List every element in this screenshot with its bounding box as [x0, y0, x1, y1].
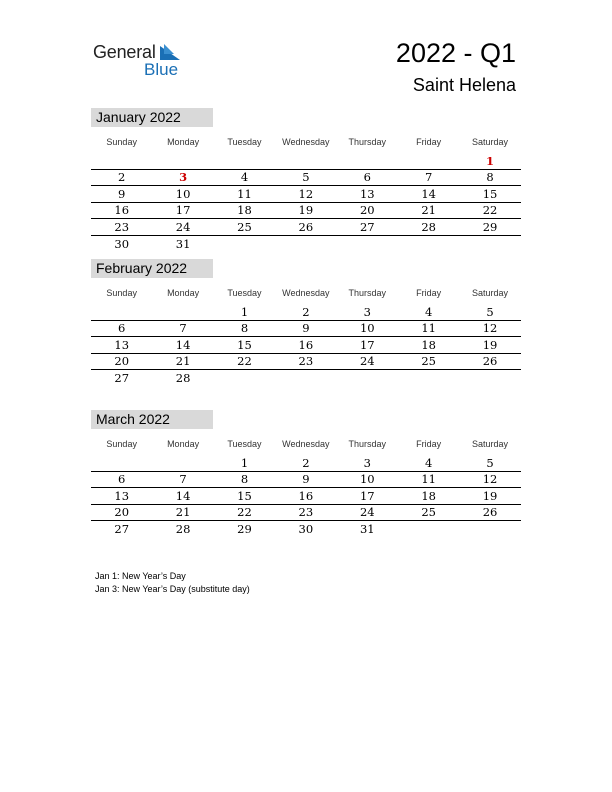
day-cell: 16	[298, 337, 314, 352]
day-cell: 22	[237, 354, 252, 369]
day-cell: 16	[114, 203, 130, 218]
day-cell: 6	[118, 321, 126, 336]
day-cell: 25	[237, 219, 252, 234]
month-january	[91, 108, 521, 252]
day-cell: 18	[421, 337, 436, 352]
day-cell: 17	[175, 203, 191, 218]
weekday-label: Sunday	[106, 288, 137, 298]
weekday-label: Thursday	[348, 288, 387, 298]
day-cell: 20	[114, 354, 130, 369]
logo-word-general: General	[93, 42, 156, 62]
week-row	[91, 521, 521, 538]
day-cell: 3	[179, 170, 188, 185]
day-cell: 13	[114, 488, 130, 503]
day-cell: 26	[298, 219, 314, 234]
day-cell: 31	[175, 236, 191, 251]
day-cell: 11	[421, 321, 436, 336]
day-cell: 7	[424, 170, 433, 185]
day-cell: 10	[175, 186, 191, 201]
day-cell: 20	[114, 505, 130, 520]
week-row	[91, 472, 521, 489]
day-cell: 15	[482, 186, 498, 201]
day-cell: 25	[421, 505, 436, 520]
day-cell: 17	[359, 337, 375, 352]
day-cell: 2	[302, 455, 310, 470]
day-cell: 3	[363, 455, 371, 470]
day-cell: 11	[237, 186, 252, 201]
week-row	[91, 321, 521, 338]
day-cell: 28	[175, 522, 191, 537]
weekday-label: Thursday	[348, 439, 387, 449]
week-row	[91, 370, 521, 387]
day-cell: 21	[175, 505, 191, 520]
day-cell: 1	[240, 455, 249, 470]
day-cell: 7	[179, 472, 187, 487]
day-cell: 1	[486, 153, 495, 168]
country-name: Saint Helena	[412, 75, 516, 95]
weekday-label: Monday	[167, 439, 200, 449]
day-cell: 29	[482, 219, 498, 234]
day-cell: 3	[363, 304, 371, 319]
day-cell: 6	[118, 472, 126, 487]
week-row	[91, 153, 521, 170]
day-cell: 30	[298, 522, 314, 537]
day-cell: 28	[421, 219, 436, 234]
weekday-header-row	[91, 433, 521, 455]
week-row	[91, 455, 521, 472]
weekday-label: Wednesday	[282, 288, 330, 298]
day-cell: 4	[240, 170, 249, 185]
day-cell: 15	[237, 488, 252, 503]
weekday-label: Saturday	[472, 137, 509, 147]
day-cell: 24	[175, 219, 191, 234]
week-row	[91, 203, 521, 220]
month-february	[91, 259, 521, 387]
day-cell: 23	[114, 219, 130, 234]
weekday-label: Tuesday	[227, 439, 262, 449]
weekday-label: Friday	[416, 137, 442, 147]
day-cell: 19	[482, 488, 498, 503]
day-cell: 27	[114, 371, 130, 386]
day-cell: 24	[359, 354, 375, 369]
day-cell: 22	[237, 505, 252, 520]
weekday-label: Saturday	[472, 288, 509, 298]
day-cell: 18	[237, 203, 252, 218]
day-cell: 12	[482, 472, 498, 487]
day-cell: 31	[359, 522, 375, 537]
day-cell: 2	[302, 304, 310, 319]
week-row	[91, 219, 521, 236]
day-cell: 9	[118, 186, 126, 201]
weekday-header-row	[91, 131, 521, 153]
day-cell: 18	[421, 488, 436, 503]
day-cell: 11	[421, 472, 436, 487]
weekday-label: Wednesday	[282, 137, 330, 147]
holiday-notes	[95, 570, 250, 596]
page-title: 2022 - Q1	[395, 38, 516, 68]
generalblue-logo	[93, 40, 193, 80]
day-cell: 12	[298, 186, 314, 201]
week-row	[91, 304, 521, 321]
day-cell: 23	[298, 354, 314, 369]
day-cell: 2	[118, 170, 126, 185]
day-cell: 15	[237, 337, 252, 352]
logo-word-blue: Blue	[144, 60, 179, 79]
weekday-label: Tuesday	[227, 137, 262, 147]
weekday-label: Tuesday	[227, 288, 262, 298]
day-cell: 5	[302, 170, 310, 185]
day-cell: 25	[421, 354, 436, 369]
day-cell: 19	[298, 203, 314, 218]
weekday-label: Thursday	[348, 137, 387, 147]
day-cell: 6	[363, 170, 371, 185]
day-cell: 13	[359, 186, 375, 201]
week-row	[91, 186, 521, 203]
weekday-label: Friday	[416, 288, 442, 298]
day-cell: 21	[175, 354, 191, 369]
day-cell: 29	[237, 522, 252, 537]
day-cell: 1	[240, 304, 249, 319]
week-row	[91, 170, 521, 187]
weekday-label: Sunday	[106, 137, 137, 147]
day-cell: 5	[486, 304, 494, 319]
day-cell: 26	[482, 354, 498, 369]
day-cell: 8	[240, 472, 249, 487]
day-cell: 30	[114, 236, 130, 251]
week-row	[91, 488, 521, 505]
day-cell: 4	[424, 304, 433, 319]
day-cell: 5	[486, 455, 494, 470]
day-cell: 7	[179, 321, 187, 336]
day-cell: 19	[482, 337, 498, 352]
weekday-label: Saturday	[472, 439, 509, 449]
weekday-label: Wednesday	[282, 439, 330, 449]
day-cell: 20	[359, 203, 375, 218]
day-cell: 16	[298, 488, 314, 503]
weekday-label: Sunday	[106, 439, 137, 449]
week-row	[91, 505, 521, 522]
day-cell: 10	[359, 321, 375, 336]
month-march	[91, 410, 521, 538]
weekday-header-row	[91, 282, 521, 304]
day-cell: 21	[421, 203, 436, 218]
day-cell: 12	[482, 321, 498, 336]
day-cell: 14	[175, 337, 191, 352]
day-cell: 8	[240, 321, 249, 336]
day-cell: 27	[359, 219, 375, 234]
day-cell: 13	[114, 337, 130, 352]
weekday-label: Monday	[167, 288, 200, 298]
day-cell: 17	[359, 488, 375, 503]
day-cell: 24	[359, 505, 375, 520]
day-cell: 22	[482, 203, 498, 218]
day-cell: 9	[302, 321, 310, 336]
holiday-note: Jan 3: New Year’s Day (substitute day)	[95, 584, 250, 594]
week-row	[91, 354, 521, 371]
day-cell: 8	[486, 170, 494, 185]
weekday-label: Monday	[167, 137, 200, 147]
month-header: January 2022	[91, 108, 213, 127]
month-header: March 2022	[91, 410, 213, 429]
day-cell: 26	[482, 505, 498, 520]
day-cell: 4	[424, 455, 433, 470]
weekday-label: Friday	[416, 439, 442, 449]
day-cell: 14	[421, 186, 436, 201]
day-cell: 9	[302, 472, 310, 487]
day-cell: 27	[114, 522, 130, 537]
month-header: February 2022	[91, 259, 213, 278]
day-cell: 14	[175, 488, 191, 503]
day-cell: 28	[175, 371, 191, 386]
day-cell: 23	[298, 505, 314, 520]
week-row	[91, 236, 521, 253]
holiday-note: Jan 1: New Year’s Day	[95, 571, 186, 581]
week-row	[91, 337, 521, 354]
day-cell: 10	[359, 472, 375, 487]
